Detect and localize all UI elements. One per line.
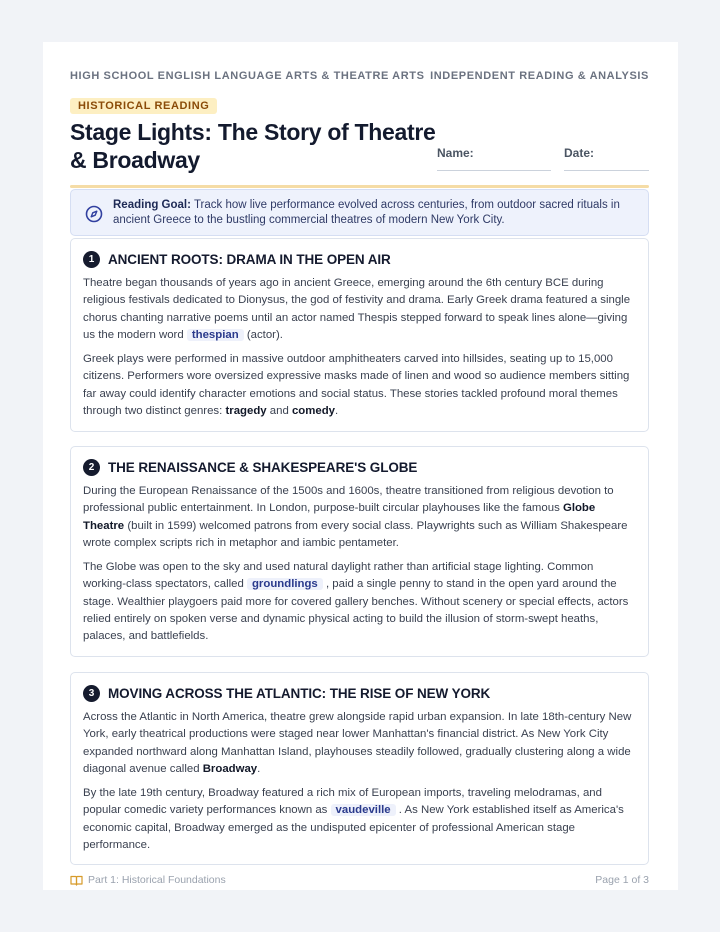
compass-icon — [85, 205, 103, 223]
title-divider — [70, 185, 649, 188]
paragraph: Across the Atlantic in North America, theatre grew alongside rapid urban expansion. In late 18th-century New York, early theatrical productions were staged near lower Manhattan's financial district. As New York City expanded northward along Manhattan Island, playhouses steadily followed, gradually clustering along a wide diagonal avenue called Broadway. — [83, 711, 632, 775]
section-number: 3 — [83, 685, 100, 702]
paragraph: During the European Renaissance of the 1500s and 1600s, theatre transitioned from religious devotion to professional public entertainment. In London, purpose-built circular playhouses like the famous Globe Theatre (built in 1599) welcomed patrons from every social class. Playwrights such as William Shakespeare wrote complex scripts rich in metaphor and iambic pentameter. — [83, 485, 628, 549]
page-footer — [70, 874, 649, 886]
section-number: 1 — [83, 251, 100, 268]
section-card-3 — [70, 672, 649, 865]
activity-label: INDEPENDENT READING & ANALYSIS — [430, 70, 649, 82]
key-term: Broadway — [202, 762, 258, 775]
date-label: Date: — [564, 146, 595, 160]
vocab-term: vaudeville — [331, 804, 396, 816]
section-heading: 1 ANCIENT ROOTS: DRAMA IN THE OPEN AIR — [83, 251, 636, 268]
footer-part-label: Part 1: Historical Foundations — [88, 874, 226, 886]
reading-goal-text: Reading Goal: Track how live performance evolved across centuries, from outdoor sacred rituals in ancient Greece to the bustling commercial theatres of modern New York City. — [113, 199, 620, 226]
page-number: Page 1 of 3 — [595, 874, 649, 886]
vocab-term: groundlings — [247, 578, 323, 590]
open-book-icon — [70, 875, 83, 886]
section-card-1 — [70, 238, 649, 432]
name-label: Name: — [437, 146, 474, 160]
date-line[interactable] — [564, 170, 649, 171]
paragraph: The Globe was open to the sky and used natural daylight rather than artificial stage lighting. Common working-class spectators, called groundlings , paid a single penny to stand in the open yard around the stage. Wealthier playgoers paid more for covered gallery benches. Without scenery or special effects, actors relied entirely on spoken verse and dynamic physical acting to build the illusion of storm-swept heaths, palaces, and battlefields. — [83, 561, 629, 643]
section-heading: 2 THE RENAISSANCE & SHAKESPEARE'S GLOBE — [83, 459, 636, 476]
paragraph: Greek plays were performed in massive outdoor amphitheaters carved into hillsides, seating up to 15,000 citizens. Performers wore oversized expressive masks made of linen and wood so audience members sitting far away could identify character emotions and social status. These stories tackled profound moral themes through two distinct genres: tragedy and comedy. — [83, 353, 630, 418]
name-field[interactable] — [437, 146, 474, 160]
section-card-2 — [70, 446, 649, 657]
course-label: HIGH SCHOOL ENGLISH LANGUAGE ARTS & THEATRE ARTS — [70, 70, 425, 82]
date-field[interactable] — [564, 146, 594, 160]
name-line[interactable] — [437, 170, 551, 171]
paragraph: By the late 19th century, Broadway featured a rich mix of European imports, traveling melodramas, and popular comedic variety performances known as vaudeville . As New York established itself as America's economic capital, Broadway emerged as the undisputed epicenter of professional American stage performance. — [83, 787, 624, 852]
vocab-term: thespian — [187, 329, 244, 341]
category-badge: HISTORICAL READING — [70, 98, 217, 114]
reading-goal-box — [70, 189, 649, 236]
key-term: Globe Theatre — [83, 502, 596, 532]
worksheet-page — [43, 42, 678, 890]
page-header — [70, 70, 649, 82]
key-term: comedy — [291, 405, 336, 418]
key-term: tragedy — [225, 405, 267, 418]
paragraph: Theatre began thousands of years ago in ancient Greece, emerging around the 6th century BCE during religious festivals dedicated to Dionysus, the god of festivity and drama. Early Greek drama featured a single chorus chanting narrative poems until an actor named Thespis stepped forward to speak lines alone—giving us the modern word thespian (actor). — [83, 277, 631, 341]
section-number: 2 — [83, 459, 100, 476]
page-title: Stage Lights: The Story of Theatre & Broadway — [70, 119, 436, 173]
section-heading: 3 MOVING ACROSS THE ATLANTIC: THE RISE OF NEW YORK — [83, 685, 636, 702]
